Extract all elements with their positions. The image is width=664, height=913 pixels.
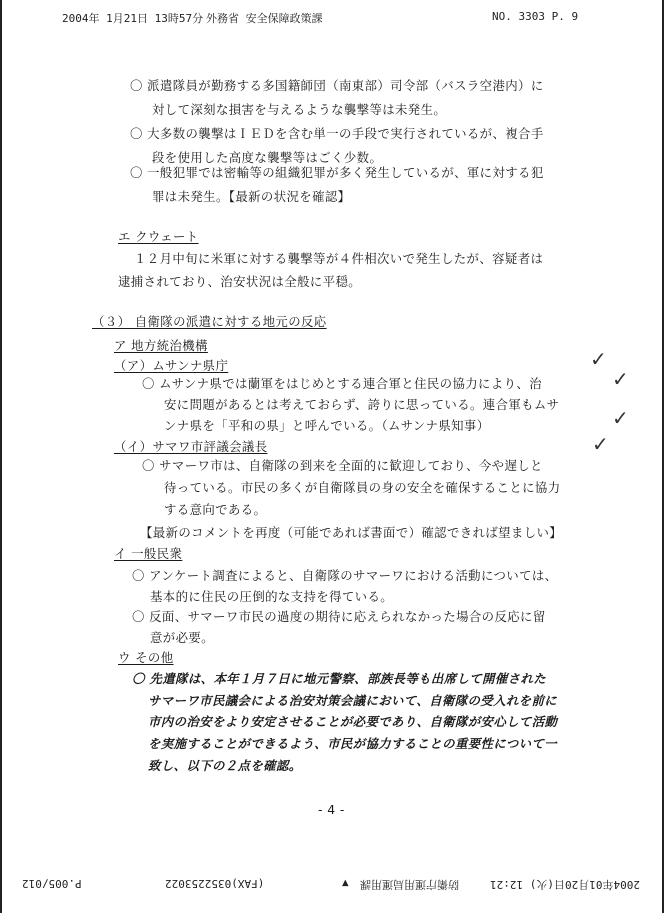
local-government-heading: ア 地方統治機構 xyxy=(114,338,208,353)
top-item-1-line-1: 〇 派遣隊員が勤務する多国籍師団（南東部）司令部（バスラ空港内）に xyxy=(130,78,544,93)
fax-footer-number: (FAX)0352253022 xyxy=(165,877,265,890)
fax-header-dept: 外務省 安全保障政策課 xyxy=(206,12,323,25)
fax-footer-office: 防衛庁運用局運用課 xyxy=(360,878,459,891)
other-line-4: を実施することができるよう、市民が協力することの重要性について一 xyxy=(148,736,558,751)
general-public-line-3: 〇 反面、サマーワ市民の過度の期待に応えられなかった場合の反応に留 xyxy=(132,609,546,624)
checkmark-icon: ✓ xyxy=(590,347,607,371)
checkmark-icon: ✓ xyxy=(592,432,609,456)
fax-footer-page: P.005/012 xyxy=(22,877,82,890)
checkmark-icon: ✓ xyxy=(612,406,629,430)
other-line-5: 致し、以下の２点を確認。 xyxy=(148,758,302,773)
section-3-heading: （３） 自衛隊の派遣に対する地元の反応 xyxy=(92,314,327,329)
top-item-2-line-2: 段を使用した高度な襲撃等はごく少数。 xyxy=(152,150,383,165)
muthanna-line-1: 〇 ムサンナ県では蘭軍をはじめとする連合軍と住民の協力により、治 xyxy=(142,376,542,391)
samawah-line-1: 〇 サマーワ市は、自衛隊の到来を全面的に歓迎しており、今や遅しと xyxy=(142,458,543,473)
general-public-line-2: 基本的に住民の圧倒的な支持を得ている。 xyxy=(150,589,394,604)
kuwait-line-1: １２月中旬に米軍に対する襲撃等が４件相次いで発生したが、容疑者は xyxy=(134,251,544,266)
fax-header-number: NO. 3303 P. 9 xyxy=(492,10,579,23)
muthanna-line-2: 安に問題があるとは考えておらず、誇りに思っている。連合軍もムサ xyxy=(164,397,560,412)
top-item-2-line-1: 〇 大多数の襲撃はＩＥＤを含む単一の手段で実行されているが、複合手 xyxy=(130,126,544,141)
other-line-1: 〇 先遣隊は、本年１月７日に地元警察、部族長等も出席して開催された xyxy=(132,671,547,686)
top-item-3-line-2: 罪は未発生。【最新の状況を確認】 xyxy=(152,189,351,204)
muthanna-heading: （ア）ムサンナ県庁 xyxy=(114,358,229,373)
muthanna-line-3: ンナ県を「平和の県」と呼んでいる。（ムサンナ県知事） xyxy=(164,418,490,433)
general-public-heading: イ 一般民衆 xyxy=(114,546,183,561)
fax-footer-arrow-icon: ▼ xyxy=(342,877,349,890)
page-edge-left xyxy=(0,0,2,913)
kuwait-heading: エ クウェート xyxy=(118,229,199,244)
checkmark-icon: ✓ xyxy=(612,367,629,391)
other-heading: ウ その他 xyxy=(118,650,174,665)
page-number: - 4 - xyxy=(318,802,345,817)
other-line-3: 市内の治安をより安定させることが必要であり、自衛隊が安心して活動 xyxy=(148,714,558,729)
other-line-2: サマーワ市民議会による治安対策会議において、自衛隊の受入れを前に xyxy=(148,693,558,708)
general-public-line-1: 〇 アンケート調査によると、自衛隊のサマーワにおける活動については、 xyxy=(132,568,558,583)
top-item-1-line-2: 対して深刻な損害を与えるような襲撃等は未発生。 xyxy=(152,102,447,117)
fax-footer-datetime: 2004年01月20日(火) 12:21 xyxy=(490,878,640,891)
top-item-3-line-1: 〇 一般犯罪では密輸等の組織犯罪が多く発生しているが、軍に対する犯 xyxy=(130,165,544,180)
comment-request-note: 【最新のコメントを再度（可能であれば書面で）確認できれば望ましい】 xyxy=(140,525,563,540)
fax-header-datetime: 2004年 1月21日 13時57分 xyxy=(62,12,204,25)
general-public-line-4: 意が必要。 xyxy=(150,630,214,645)
samawah-line-3: する意向である。 xyxy=(164,502,267,517)
kuwait-line-2: 逮捕されており、治安状況は全般に平穏。 xyxy=(118,274,362,289)
samawah-line-2: 待っている。市民の多くが自衛隊員の身の安全を確保することに協力 xyxy=(164,480,561,495)
samawah-heading: （イ）サマワ市評議会議長 xyxy=(114,439,268,454)
